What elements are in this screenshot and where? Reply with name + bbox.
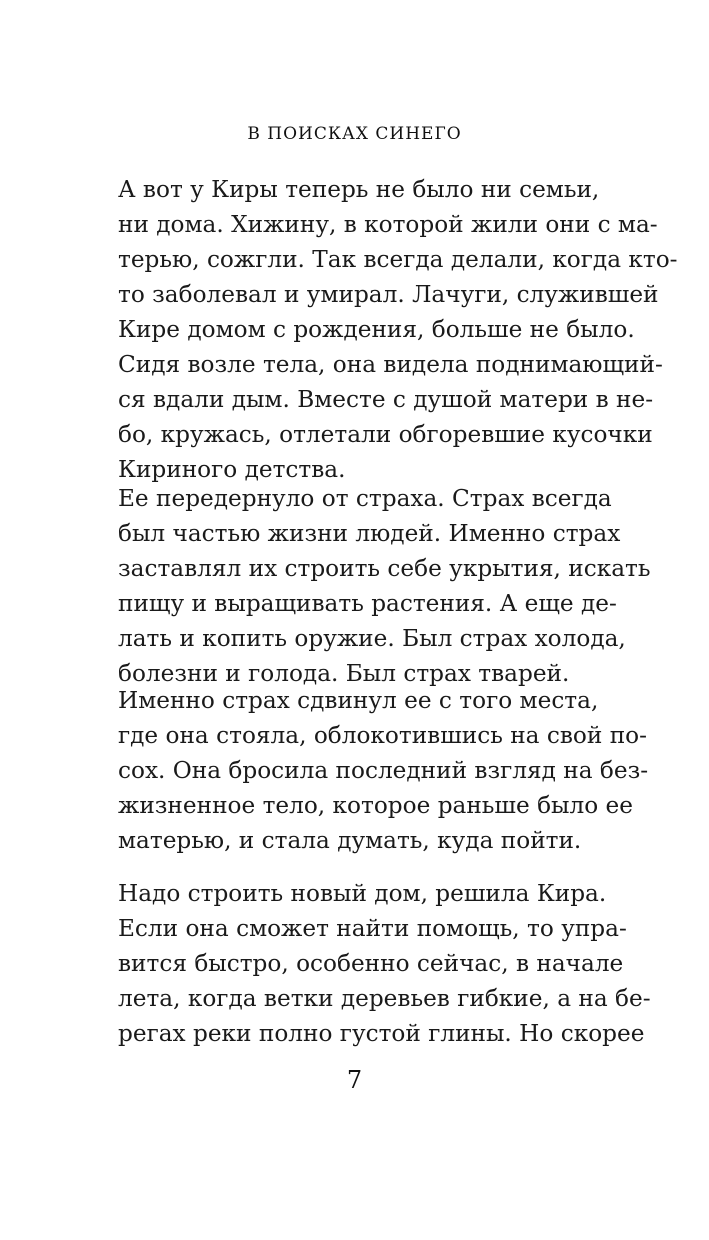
text-line: Если она сможет найти помощь, то упра- bbox=[118, 915, 627, 942]
text-line: болезни и голода. Был страх тварей. bbox=[118, 660, 570, 687]
text-line: лать и копить оружие. Был страх холода, bbox=[118, 625, 626, 652]
text-line: где она стояла, облокотившись на свой по- bbox=[118, 722, 647, 749]
paragraph-4 bbox=[118, 876, 651, 1051]
text-line: был частью жизни людей. Именно страх bbox=[118, 520, 621, 547]
text-line: ся вдали дым. Вместе с душой матери в не- bbox=[118, 386, 654, 413]
running-header: В ПОИСКАХ СИНЕГО bbox=[247, 124, 462, 144]
paragraph-2 bbox=[118, 481, 651, 691]
text-line: Именно страх сдвинул ее с того места, bbox=[118, 687, 599, 714]
text-line: пищу и выращивать растения. А еще де- bbox=[118, 590, 617, 617]
text-line: ни дома. Хижину, в которой жили они с ма- bbox=[118, 211, 658, 238]
text-line: Надо строить новый дом, решила Кира. bbox=[118, 880, 607, 907]
text-line: то заболевал и умирал. Лачуги, служившей bbox=[118, 281, 659, 308]
paragraph-1 bbox=[118, 172, 678, 487]
text-line: регах реки полно густой глины. Но скорее bbox=[118, 1020, 645, 1047]
text-line: Ее передернуло от страха. Страх всегда bbox=[118, 485, 612, 512]
paragraph-3 bbox=[118, 683, 649, 858]
text-line: терью, сожгли. Так всегда делали, когда кто- bbox=[118, 246, 678, 273]
text-line: Сидя возле тела, она видела поднимающий- bbox=[118, 351, 663, 378]
text-line: бо, кружась, отлетали обгоревшие кусочки bbox=[118, 421, 653, 448]
text-line: матерью, и стала думать, куда пойти. bbox=[118, 827, 582, 854]
text-line: лета, когда ветки деревьев гибкие, а на бе- bbox=[118, 985, 651, 1012]
text-line: заставлял их строить себе укрытия, искать bbox=[118, 555, 651, 582]
text-line: Кире домом с рождения, больше не было. bbox=[118, 316, 635, 343]
text-line: Кириного детства. bbox=[118, 456, 346, 483]
page-number: 7 bbox=[346, 1066, 363, 1094]
text-line: А вот у Киры теперь не было ни семьи, bbox=[118, 176, 600, 203]
text-line: сох. Она бросила последний взгляд на без- bbox=[118, 757, 649, 784]
text-line: жизненное тело, которое раньше было ее bbox=[118, 792, 634, 819]
text-line: вится быстро, особенно сейчас, в начале bbox=[118, 950, 624, 977]
